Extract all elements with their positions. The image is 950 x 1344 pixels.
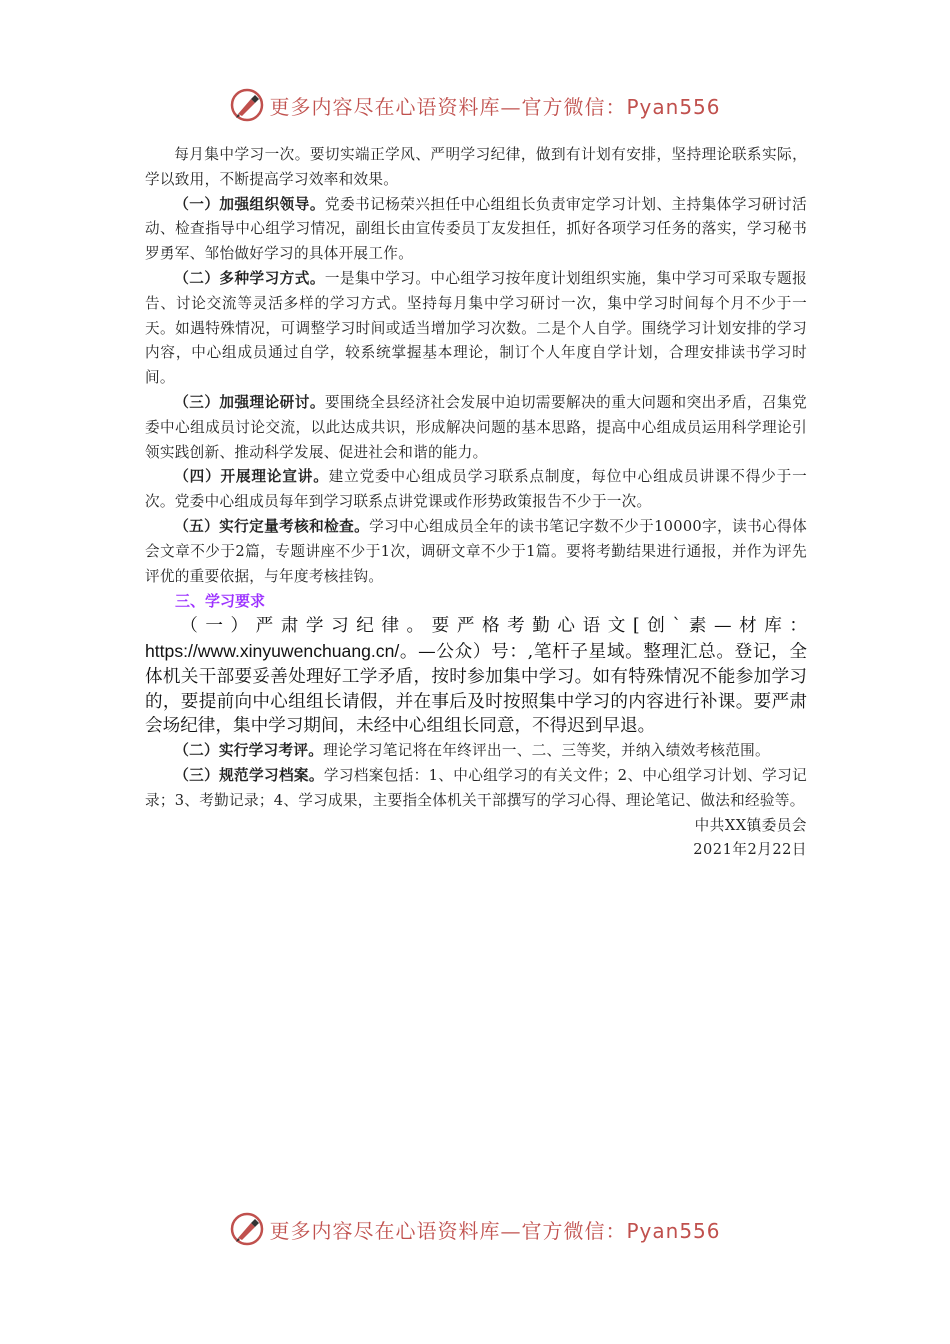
pen-nib-circle-icon <box>229 1211 265 1247</box>
website-link[interactable]: https://www.xinyuwenchuang.cn/ <box>145 640 400 661</box>
document-body <box>145 143 807 863</box>
paragraph-evaluation: （二）实行学习考评。理论学习笔记将在年终评出一、二、三等奖，并纳入绩效考核范围。 <box>174 742 770 760</box>
pen-nib-circle-icon <box>229 87 265 123</box>
paragraph-discipline: （一）严肃学习纪律。要严格考勤心语文[创`素—材库：https://www.xinyuwenchuang.cn/。—公众）号：,笔杆子星域。整理汇总。登记，全体机关干部要妥善处理好工学矛盾，按时参加集中学习。如有特殊情况不能参加学习的，要提前向中心组组长请假，并在事后及时按照集中学习的内容进行补课。要严肃会场纪律，集中学习期间，未经中心组组长同意，不得迟到早退。 <box>145 616 807 737</box>
footer-banner <box>0 1204 950 1254</box>
section-heading-study-requirements: 三、学习要求 <box>175 592 266 611</box>
signature-date: 2021年2月22日 <box>693 841 807 859</box>
banner-text: 更多内容尽在心语资料库—官方微信：Pyan556 <box>269 94 721 119</box>
header-banner <box>0 80 950 130</box>
paragraph-theory-lectures: （四）开展理论宣讲。建立党委中心组成员学习联系点制度，每位中心组成员讲课不得少于一次。党委中心组成员每年到学习联系点讲党课或作形势政策报告不少于一次。 <box>145 468 807 511</box>
paragraph-organization: （一）加强组织领导。党委书记杨荣兴担任中心组组长负责审定学习计划、主持集体学习研讨活动、检查指导中心组学习情况，副组长由宣传委员丁友发担任，抓好各项学习任务的落实，学习秘书罗勇军、邹怡做好学习的具体开展工作。 <box>145 195 807 263</box>
paragraph-study-methods: （二）多种学习方式。一是集中学习。中心组学习按年度计划组织实施，集中学习可采取专题报告、讨论交流等灵活多样的学习方式。坚持每月集中学习研讨一次，集中学习时间每个月不少于一天。如遇特殊情况，可调整学习时间或适当增加学习次数。二是个人自学。围绕学习计划安排的学习内容，中心组成员通过自学，较系统掌握基本理论，制订个人年度自学计划，合理安排读书学习时间。 <box>145 269 807 387</box>
paragraph-assessment: （五）实行定量考核和检查。学习中心组成员全年的读书笔记字数不少于10000字，读书心得体会文章不少于2篇，专题讲座不少于1次，调研文章不少于1篇。要将考勤结果进行通报，并作为评先评优的重要依据，与年度考核挂钩。 <box>145 517 807 585</box>
paragraph-archives: （三）规范学习档案。学习档案包括：1、中心组学习的有关文件；2、中心组学习计划、学习记录；3、考勤记录；4、学习成果，主要指全体机关干部撰写的学习心得、理论笔记、做法和经验等。 <box>145 766 807 809</box>
signature-org: 中共XX镇委员会 <box>694 816 807 834</box>
paragraph-intro: 每月集中学习一次。要切实端正学风、严明学习纪律，做到有计划有安排，坚持理论联系实际，学以致用，不断提高学习效率和效果。 <box>145 146 807 188</box>
paragraph-theory-research: （三）加强理论研讨。要围绕全县经济社会发展中迫切需要解决的重大问题和突出矛盾，召集党委中心组成员讨论交流，以此达成共识，形成解决问题的基本思路，提高中心组成员运用科学理论引领实践创新、推动科学发展、促进社会和谐的能力。 <box>145 393 807 461</box>
banner-text: 更多内容尽在心语资料库—官方微信：Pyan556 <box>269 1218 721 1243</box>
